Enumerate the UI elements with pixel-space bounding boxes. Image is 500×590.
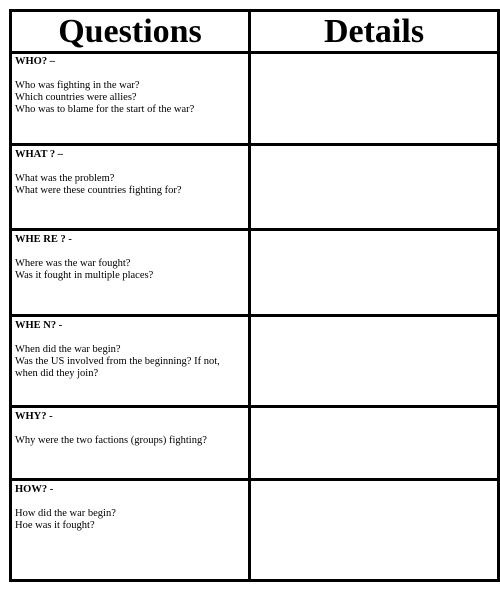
worksheet-table [9,9,500,582]
details-cell-why[interactable] [251,408,497,478]
question-line: When did the war begin? [15,344,121,355]
question-cell-who [15,56,245,116]
question-heading: WHE N? - [15,320,63,331]
question-cell-when [15,320,245,380]
details-header: Details [323,12,425,50]
question-heading: WHE RE ? - [15,234,72,245]
question-cell-how [15,484,245,532]
question-line: Was the US involved from the beginning? If not, [15,356,220,367]
details-cell-who[interactable] [251,54,497,143]
question-heading: WHAT ? – [15,149,64,160]
details-cell-when[interactable] [251,317,497,405]
question-line: Why were the two factions (groups) fighting? [15,435,207,446]
details-cell-what[interactable] [251,146,497,228]
details-cell-how[interactable] [251,481,497,579]
question-line: Who was fighting in the war? [15,80,140,91]
question-heading: HOW? - [15,484,54,495]
question-line: What were these countries fighting for? [15,185,182,196]
question-line: Who was to blame for the start of the war? [15,104,195,115]
question-heading: WHO? – [15,56,55,67]
questions-header: Questions [58,12,202,50]
question-cell-what [15,149,245,197]
question-line: Was it fought in multiple places? [15,270,154,281]
question-heading: WHY? - [15,411,53,422]
question-line: How did the war begin? [15,508,116,519]
question-cell-where [15,234,245,282]
question-cell-why [15,411,245,447]
question-line: Hoe was it fought? [15,520,95,531]
question-line: when did they join? [15,368,99,379]
details-cell-where[interactable] [251,231,497,314]
question-line: Which countries were allies? [15,92,137,103]
question-line: Where was the war fought? [15,258,131,269]
question-line: What was the problem? [15,173,115,184]
